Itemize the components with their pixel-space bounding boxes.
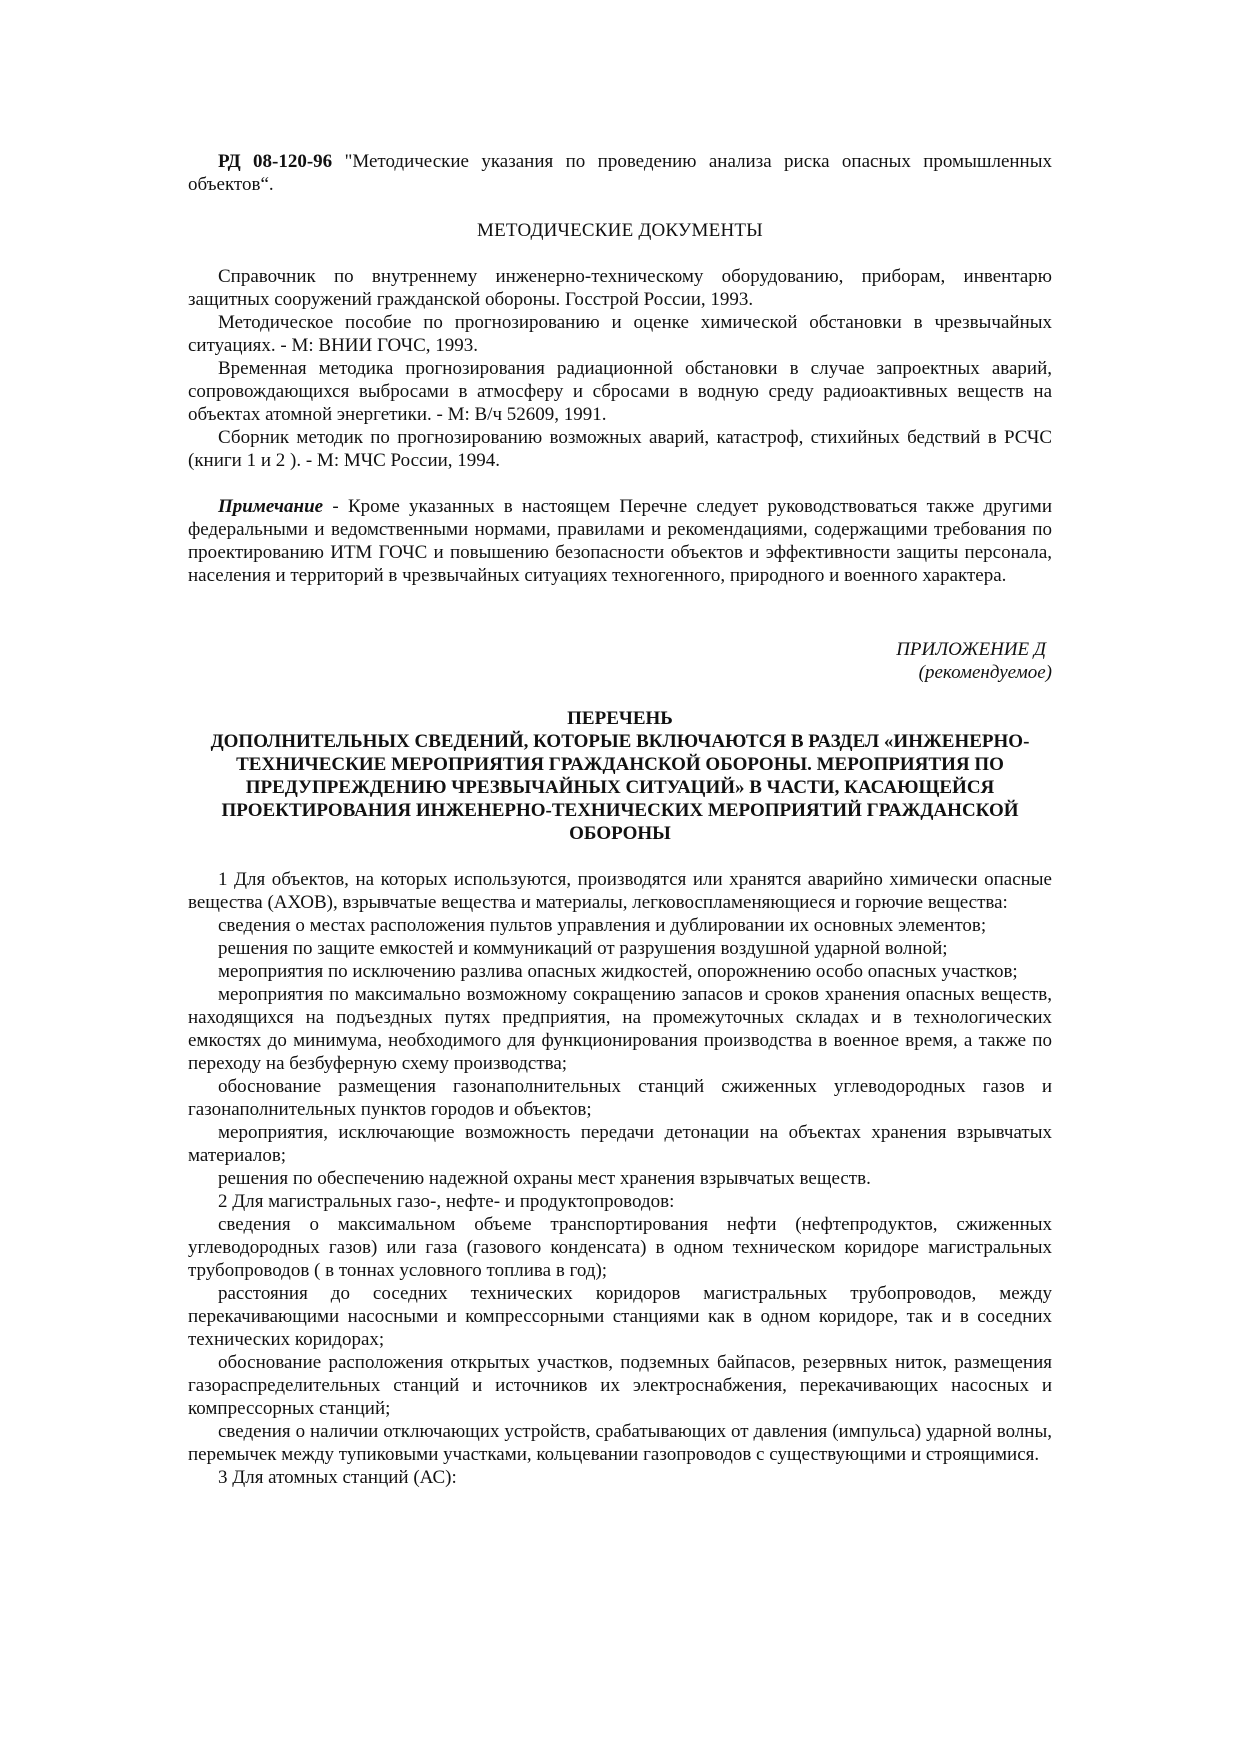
body-paragraph: сведения о местах расположения пультов управления и дублировании их основных элементов; xyxy=(218,915,987,936)
body-paragraph: решения по обеспечению надежной охраны мест хранения взрывчатых веществ. xyxy=(218,1168,871,1189)
appendix-label: ПРИЛОЖЕНИЕ Д xyxy=(896,639,1046,660)
methodical-item: Справочник по внутреннему инженерно-техническому оборудованию, приборам, инвентарю защитных сооружений гражданской обороны. Госстрой России, 1993. xyxy=(188,266,1052,310)
note-text: - Кроме указанных в настоящем Перечне следует руководствоваться также другими федеральными и ведомственными нормами, правилами и рекомендациями, содержащими требования по проектированию ИТМ ГОЧС и повышению безопасности объектов и эффективности защиты персонала, населения и территорий в чрезвычайных ситуациях техногенного, природного и военного характера. xyxy=(188,496,1052,586)
intro-paragraph xyxy=(188,150,1052,196)
body-paragraph: мероприятия, исключающие возможность передачи детонации на объектах хранения взрывчатых материалов; xyxy=(188,1122,1052,1166)
body-paragraph: 2 Для магистральных газо-, нефте- и продуктопроводов: xyxy=(218,1191,675,1212)
note-paragraph xyxy=(188,495,1052,587)
intro-text: "Методические указания по проведению анализа риска опасных промышленных объектов“. xyxy=(188,151,1052,195)
appendix-status: (рекомендуемое) xyxy=(918,662,1052,683)
body-paragraph: сведения о максимальном объеме транспортирования нефти (нефтепродуктов, сжиженных углеводородных газов) или газа (газового конденсата) в одном техническом коридоре магистральных трубопроводов ( в тоннах условного топлива в год); xyxy=(188,1214,1052,1281)
body-paragraph: сведения о наличии отключающих устройств, срабатывающих от давления (импульса) ударной волны, перемычек между тупиковыми участками, кольцевании газопроводов с существующими и строящимися. xyxy=(188,1421,1052,1465)
methodical-item: Методическое пособие по прогнозированию и оценке химической обстановки в чрезвычайных ситуациях. - М: ВНИИ ГОЧС, 1993. xyxy=(188,312,1052,356)
list-subtitle: ДОПОЛНИТЕЛЬНЫХ СВЕДЕНИЙ, КОТОРЫЕ ВКЛЮЧАЮТСЯ В РАЗДЕЛ «ИНЖЕНЕРНО-ТЕХНИЧЕСКИЕ МЕРОПРИЯТИЯ ГРАЖДАНСКОЙ ОБОРОНЫ. МЕРОПРИЯТИЯ ПО ПРЕДУПРЕЖДЕНИЮ ЧРЕЗВЫЧАЙНЫХ СИТУАЦИЙ» В ЧАСТИ, КАСАЮЩЕЙСЯ ПРОЕКТИРОВАНИЯ ИНЖЕНЕРНО-ТЕХНИЧЕСКИХ МЕРОПРИЯТИЙ ГРАЖДАНСКОЙ ОБОРОНЫ xyxy=(210,731,1030,844)
methodical-heading: МЕТОДИЧЕСКИЕ ДОКУМЕНТЫ xyxy=(477,220,763,241)
body-paragraph: мероприятия по исключению разлива опасных жидкостей, опорожнению особо опасных участков; xyxy=(218,961,1018,982)
methodical-item: Сборник методик по прогнозированию возможных аварий, катастроф, стихийных бедствий в РСЧС (книги 1 и 2 ). - М: МЧС России, 1994. xyxy=(188,427,1052,471)
methodical-item: Временная методика прогнозирования радиационной обстановки в случае запроектных аварий, сопровождающихся выбросами в атмосферу и сбросами в водную среду радиоактивных веществ на объектах атомной энергетики. - М: В/ч 52609, 1991. xyxy=(188,358,1052,425)
body-paragraph: расстояния до соседних технических коридоров магистральных трубопроводов, между перекачивающими насосными и компрессорными станциями как в одном коридоре, так и в соседних технических коридорах; xyxy=(188,1283,1052,1350)
body-paragraph: обоснование размещения газонаполнительных станций сжиженных углеводородных газов и газонаполнительных пунктов городов и объектов; xyxy=(188,1076,1052,1120)
body-paragraph: обоснование расположения открытых участков, подземных байпасов, резервных ниток, размещения газораспределительных станций и источников их электроснабжения, перекачивающих насосных и компрессорных станций; xyxy=(188,1352,1052,1419)
body-paragraph: решения по защите емкостей и коммуникаций от разрушения воздушной ударной волной; xyxy=(218,938,948,959)
page-content xyxy=(188,150,1052,1489)
body-paragraph: 3 Для атомных станций (АС): xyxy=(218,1467,457,1488)
body-paragraph: мероприятия по максимально возможному сокращению запасов и сроков хранения опасных веществ, находящихся на подъездных путях предприятия, на промежуточных складах и в технологических емкостях до минимума, необходимого для функционирования производства в военное время, а также по переходу на безбуферную схему производства; xyxy=(188,984,1052,1074)
body-paragraph: 1 Для объектов, на которых используются, производятся или хранятся аварийно химически опасные вещества (АХОВ), взрывчатые вещества и материалы, легковоспламеняющиеся и горючие вещества: xyxy=(188,869,1052,913)
intro-code: РД 08-120-96 xyxy=(218,151,333,172)
list-title: ПЕРЕЧЕНЬ xyxy=(567,708,673,729)
note-label: Примечание xyxy=(218,496,324,517)
